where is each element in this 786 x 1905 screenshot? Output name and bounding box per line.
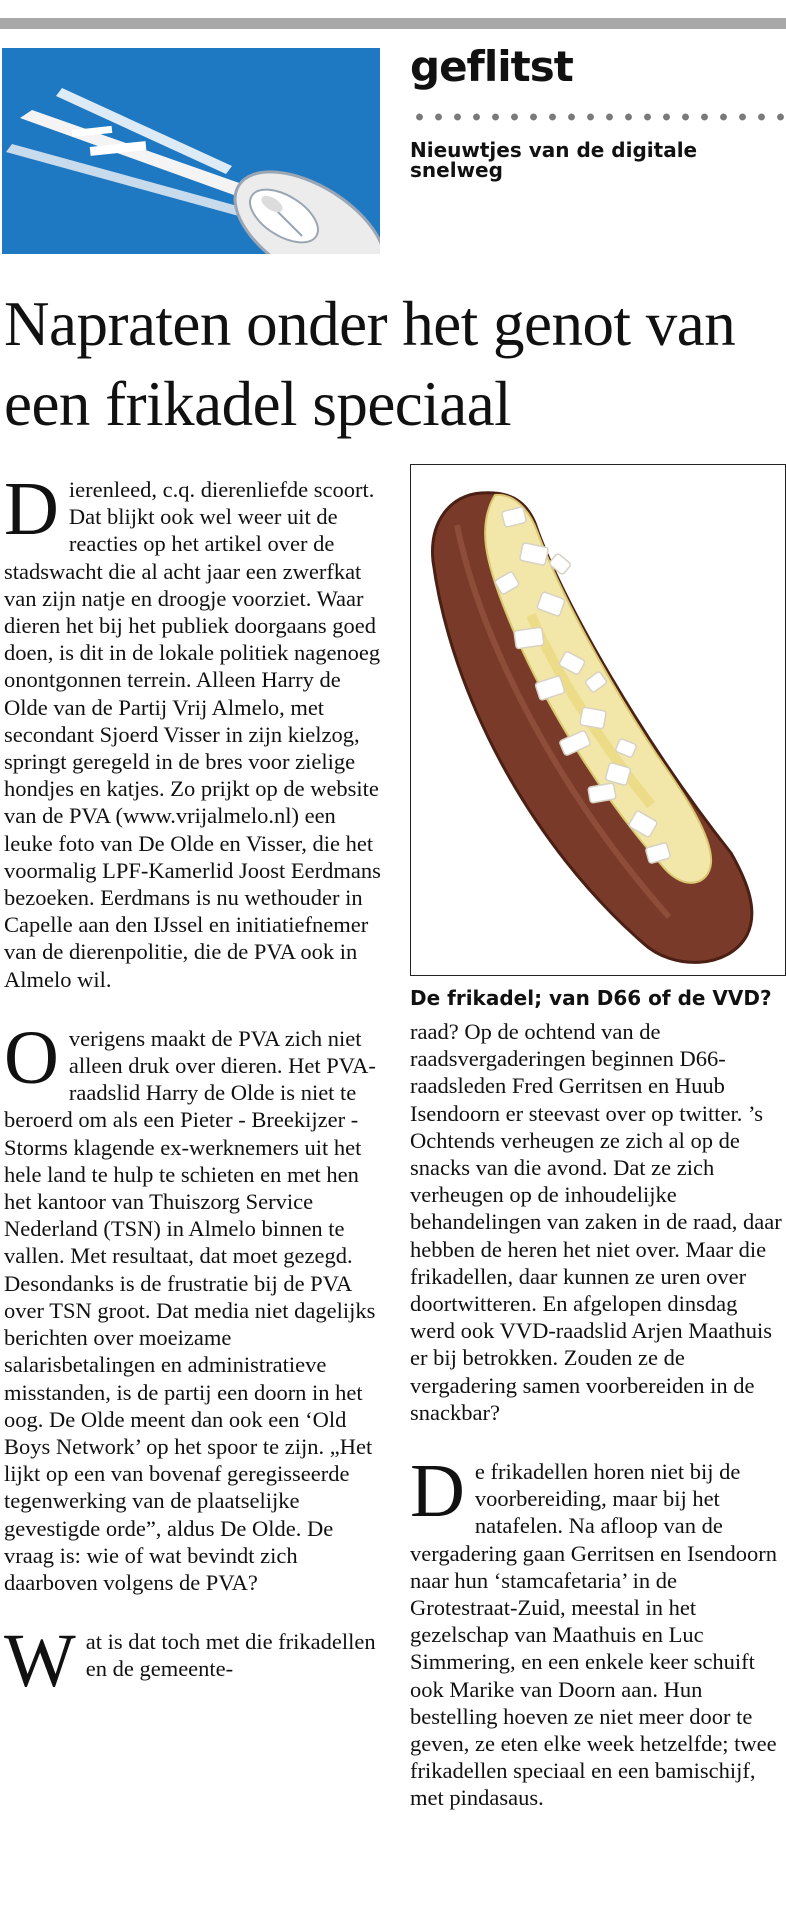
- dropcap: D: [410, 1449, 465, 1534]
- article-headline: Napraten onder het genot van een frikadel speciaal: [4, 289, 736, 439]
- article-paragraph: [4, 1619, 382, 1704]
- article-paragraph: [4, 1015, 382, 1596]
- paragraph-text: verigens maakt de PVA zich niet alleen druk over dieren. Het PVA-raadslid Harry de Olde is niet te beroerd om als een Pieter - Breekijzer - Storms klagende ex-werknemers uit het hele land te hulp te schieten en met hen het kantoor van Thuiszorg Service Nederland (TSN) in Almelo binnen te vallen. Met resultaat, dat moet gezegd. Desondanks is de frustratie bij de PVA over TSN groot. Dat media niet dagelijks berichten over moeizame salarisbetalingen en administratieve misstanden, is de partij een doorn in het oog. De Olde meent dan ook een ‘Old Boys Network’ op het spoor te zijn. „Het lijkt op een van bovenaf geregisseerde tegenwerking van de plaatselijke gevestigde orde”, aldus De Olde. De vraag is: wie of wat bevindt zich daarboven volgens de PVA?: [4, 1025, 376, 1595]
- section-subtitle: Nieuwtjes van de digitale snelweg: [410, 138, 698, 182]
- paragraph-text: raad? Op de ochtend van de raadsvergaderingen beginnen D66-raadsleden Fred Gerritsen en Huub Isendoorn er steevast over op twitter. ’s Ochtends verheugen ze zich al op de snacks van die avond. Dat ze zich verheugen op de inhoudelijke behandelingen van zaken in de raad, daar hebben de heren het niet over. Maar die frikadellen, daar kunnen ze uren over doortwitteren. En afgelopen dinsdag werd ook VVD-raadslid Arjen Maathuis er bij betrokken. Zouden ze de vergadering samen voorbereiden in de snackbar?: [410, 1019, 782, 1425]
- dotted-divider: [410, 112, 786, 122]
- article-photo: [410, 464, 786, 976]
- top-rule: [0, 18, 786, 29]
- dropcap: O: [4, 1015, 59, 1100]
- paragraph-text: e frikadellen horen niet bij de voorbereiding, maar bij het natafelen. Na afloop van de vergadering gaan Gerritsen en Isendoorn naar hun ‘stamcafetaria’ in de Grotestraat-Zuid, meestal in het gezelschap van Maathuis en Luc Simmering, en een enkele keer schuift ook Marike van Doorn aan. Hun bestelling hoeven ze niet meer door te geven, ze eten elke week hetzelfde; twee frikadellen speciaal en een bamischijf, met pindasaus.: [410, 1459, 777, 1811]
- dropcap: D: [4, 467, 59, 551]
- paragraph-text: at is dat toch met die frikadellen en de gemeente-: [85, 1629, 376, 1682]
- section-logo: [2, 48, 380, 254]
- photo-caption: De frikadel; van D66 of de VVD?: [410, 986, 772, 1010]
- section-title: geflitst: [410, 42, 573, 91]
- article-column-right: [410, 1018, 786, 1812]
- frikadel-speciaal-photo: [411, 465, 785, 975]
- article-paragraph: [410, 1449, 786, 1812]
- article-column-left: [4, 467, 382, 1704]
- speeding-computer-mouse-icon: [2, 48, 380, 254]
- paragraph-text: ierenleed, c.q. dierenliefde scoort. Dat blijkt ook wel weer uit de reacties op het artikel over de stadswacht die al acht jaar een zwerfkat van zijn natje en droogje voorziet. Waar dieren het bij het publiek doorgaans goed doen, is dit in de lokale politiek nagenoeg onontgonnen terrein. Alleen Harry de Olde van de Partij Vrij Almelo, met secondant Sjoerd Visser in zijn kielzog, springt geregeld in de bres voor zielige hondjes en katjes. Zo prijkt op de website van de PVA (www.vrijalmelo.nl) een leuke foto van De Olde en Visser, die het voormalig LPF-Kamerlid Joost Eerdmans bezoeken. Eerdmans is nu wethouder in Capelle aan den IJssel en initiatiefnemer van de dierenpolitie, die de PVA ook in Almelo wil.: [4, 477, 381, 992]
- article-paragraph: [410, 1018, 786, 1426]
- article-paragraph: [4, 467, 382, 993]
- dropcap: W: [4, 1619, 76, 1704]
